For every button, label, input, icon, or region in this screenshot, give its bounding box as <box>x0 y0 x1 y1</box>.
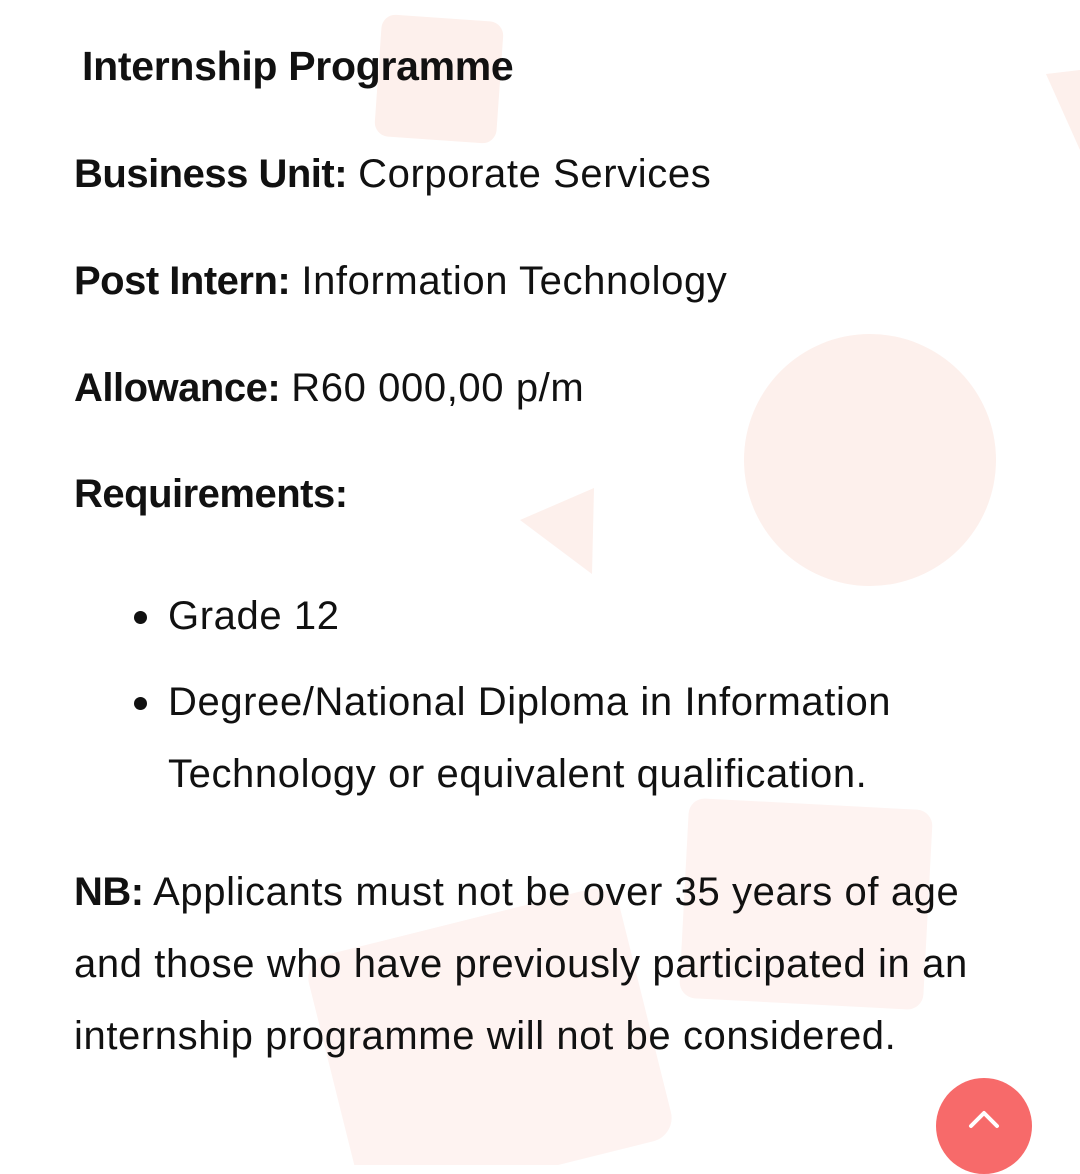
business-unit-label: Business Unit: <box>74 152 348 196</box>
post-intern-label: Post Intern: <box>74 259 291 303</box>
post-intern-value: Information Technology <box>301 259 728 303</box>
allowance-value: R60 000,00 p/m <box>291 366 585 410</box>
bullet-icon <box>134 611 147 624</box>
chevron-up-icon <box>967 1108 1001 1130</box>
post-intern-field <box>74 255 727 307</box>
requirements-heading: Requirements: <box>74 472 348 516</box>
allowance-label: Allowance: <box>74 366 281 410</box>
allowance-field <box>74 362 584 414</box>
list-item <box>168 580 998 652</box>
bullet-icon <box>134 697 147 710</box>
business-unit-value: Corporate Services <box>358 152 712 196</box>
nb-text: Applicants must not be over 35 years of age and those who have previously participated in an internship programme will not be considered. <box>74 870 968 1058</box>
scroll-to-top-button[interactable] <box>936 1078 1032 1174</box>
nb-note <box>74 856 974 1072</box>
requirement-text: Grade 12 <box>168 594 340 638</box>
requirement-text: Degree/National Diploma in Information Technology or equivalent qualification. <box>168 680 892 796</box>
list-item <box>168 666 998 810</box>
business-unit-field <box>74 148 711 200</box>
page-title: Internship Programme <box>82 43 514 89</box>
nb-label: NB: <box>74 870 144 914</box>
